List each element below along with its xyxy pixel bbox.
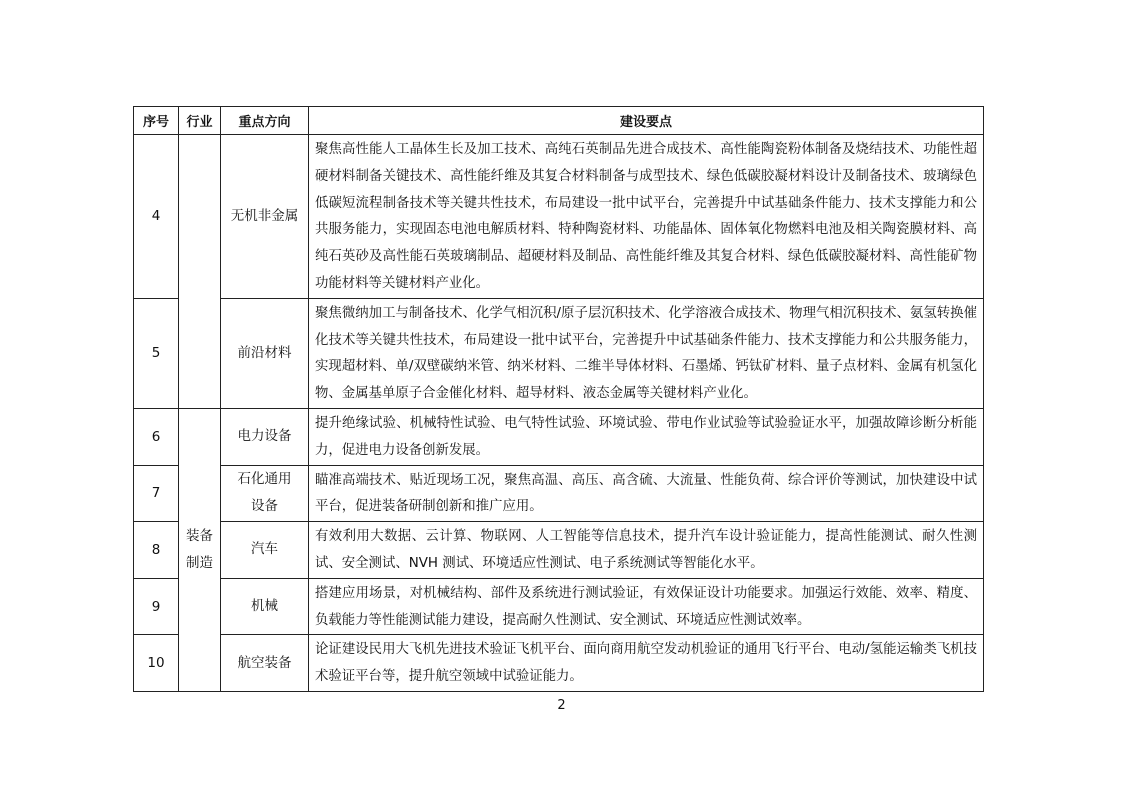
industry-cell-materials bbox=[179, 135, 221, 409]
row-seq: 10 bbox=[134, 635, 179, 692]
row-direction: 航空装备 bbox=[221, 635, 309, 692]
row-points: 搭建应用场景，对机械结构、部件及系统进行测试验证，有效保证设计功能要求。加强运行效能、效率、精度、负载能力等性能测试能力建设，提高耐久性测试、安全测试、环境适应性测试效率。 bbox=[309, 578, 984, 635]
row-seq: 5 bbox=[134, 298, 179, 408]
row-points: 瞄准高端技术、贴近现场工况，聚焦高温、高压、高含硫、大流量、性能负荷、综合评价等测试，加快建设中试平台，促进装备研制创新和推广应用。 bbox=[309, 465, 984, 522]
row-direction: 无机非金属 bbox=[221, 135, 309, 299]
table-row bbox=[134, 465, 984, 522]
table-row bbox=[134, 298, 984, 408]
row-points: 提升绝缘试验、机械特性试验、电气特性试验、环境试验、带电作业试验等试验验证水平，加强故障诊断分析能力，促进电力设备创新发展。 bbox=[309, 408, 984, 465]
row-direction bbox=[221, 465, 309, 522]
header-seq: 序号 bbox=[134, 107, 179, 135]
row-points: 聚焦高性能人工晶体生长及加工技术、高纯石英制品先进合成技术、高性能陶瓷粉体制备及烧结技术、功能性超硬材料制备关键技术、高性能纤维及其复合材料制备与成型技术、绿色低碳胶凝材料设计及制备技术、玻璃绿色低碳短流程制备技术等关键共性技术，布局建设一批中试平台，完善提升中试基础条件能力、技术支撑能力和公共服务能力，实现固态电池电解质材料、特种陶瓷材料、功能晶体、固体氧化物燃料电池及相关陶瓷膜材料、高纯石英砂及高性能石英玻璃制品、超硬材料及制品、高性能纤维及其复合材料、绿色低碳胶凝材料、高性能矿物功能材料等关键材料产业化。 bbox=[309, 135, 984, 299]
row-points: 论证建设民用大飞机先进技术验证飞机平台、面向商用航空发动机验证的通用飞行平台、电动/氢能运输类飞机技术验证平台等，提升航空领域中试验证能力。 bbox=[309, 635, 984, 692]
industry-equipment bbox=[179, 408, 221, 691]
row-direction: 机械 bbox=[221, 578, 309, 635]
row-seq: 8 bbox=[134, 522, 179, 579]
row-direction-label: 石化通用设备 bbox=[237, 471, 292, 515]
row-seq: 9 bbox=[134, 578, 179, 635]
table-row bbox=[134, 635, 984, 692]
row-direction: 电力设备 bbox=[221, 408, 309, 465]
table-row bbox=[134, 578, 984, 635]
row-points: 聚焦微纳加工与制备技术、化学气相沉积/原子层沉积技术、化学溶液合成技术、物理气相沉积技术、氨氢转换催化技术等关键共性技术，布局建设一批中试平台，完善提升中试基础条件能力、技术支撑能力和公共服务能力，实现超材料、单/双壁碳纳米管、纳米材料、二维半导体材料、石墨烯、钙钛矿材料、量子点材料、金属有机氢化物、金属基单原子合金催化材料、超导材料、液态金属等关键材料产业化。 bbox=[309, 298, 984, 408]
page-number: 2 bbox=[557, 698, 566, 713]
table-header-row bbox=[134, 107, 984, 135]
header-points: 建设要点 bbox=[309, 107, 984, 135]
row-points: 有效利用大数据、云计算、物联网、人工智能等信息技术，提升汽车设计验证能力，提高性能测试、耐久性测试、安全测试、NVH 测试、环境适应性测试、电子系统测试等智能化水平。 bbox=[309, 522, 984, 579]
table-row bbox=[134, 408, 984, 465]
table-row bbox=[134, 522, 984, 579]
row-direction: 汽车 bbox=[221, 522, 309, 579]
row-direction: 前沿材料 bbox=[221, 298, 309, 408]
header-industry: 行业 bbox=[179, 107, 221, 135]
row-seq: 4 bbox=[134, 135, 179, 299]
table-row bbox=[134, 135, 984, 299]
industry-equipment-label: 装备制造 bbox=[186, 527, 213, 571]
row-seq: 6 bbox=[134, 408, 179, 465]
row-seq: 7 bbox=[134, 465, 179, 522]
header-direction: 重点方向 bbox=[221, 107, 309, 135]
construction-points-table bbox=[133, 106, 984, 692]
